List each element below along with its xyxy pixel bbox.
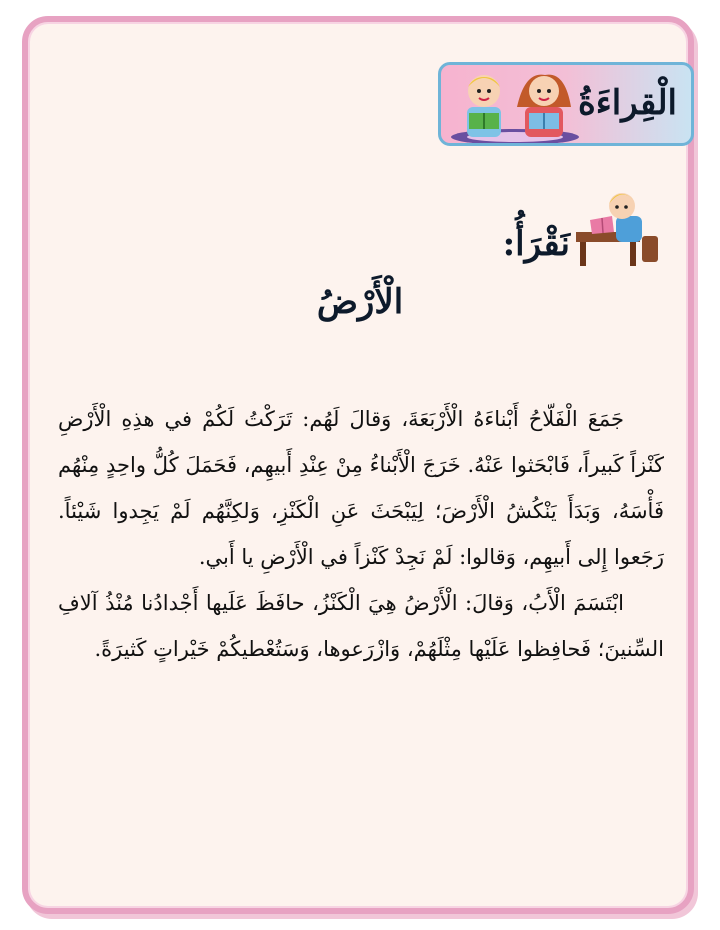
reading-kids-illustration [445,67,585,145]
section-banner [438,62,694,146]
story-title: الْأَرْضُ [316,282,404,322]
story-body [58,396,664,672]
story-paragraph-2: ابْتَسَمَ الْأَبُ، وَقالَ: الْأَرْضُ هِيَ الْكَنْزُ، حافَظَ عَلَيها أَجْدادُنا مُنْذُ آلافِ السِّنينَ؛ فَحافِظوا عَلَيْها مِثْلَهُمْ، وَازْرَعوها، وَسَتُعْطيكُمْ خَيْراتٍ كَثيرَةً. [58,591,664,661]
story-paragraph-1: جَمَعَ الْفَلّاحُ أَبْناءَهُ الْأَرْبَعَةَ، وَقالَ لَهُم: تَرَكْتُ لَكُمْ في هذِهِ الْأَرْضِ كَنْزاً كَبيراً، فَابْحَثوا عَنْهُ. خَرَجَ الْأَبْناءُ مِنْ عِنْدِ أَبيهِم، فَحَمَلَ كُلُّ واحِدٍ مِنْهُم فَأْسَهُ، وَبَدَأَ يَنْكُشُ الْأَرْضَ؛ لِيَبْحَثَ عَنِ الْكَنْزِ، وَلكِنَّهُم لَمْ يَجِدوا شَيْئاً. رَجَعوا إِلى أَبيهِم، وَقالوا: لَمْ نَجِدْ كَنْزاً في الْأَرْضِ يا أَبي. [58,407,664,569]
reading-child-illustration [572,188,664,268]
section-title: الْقِراءَةُ [577,83,677,123]
subheading-we-read: نَقْرَأُ: [502,224,570,264]
